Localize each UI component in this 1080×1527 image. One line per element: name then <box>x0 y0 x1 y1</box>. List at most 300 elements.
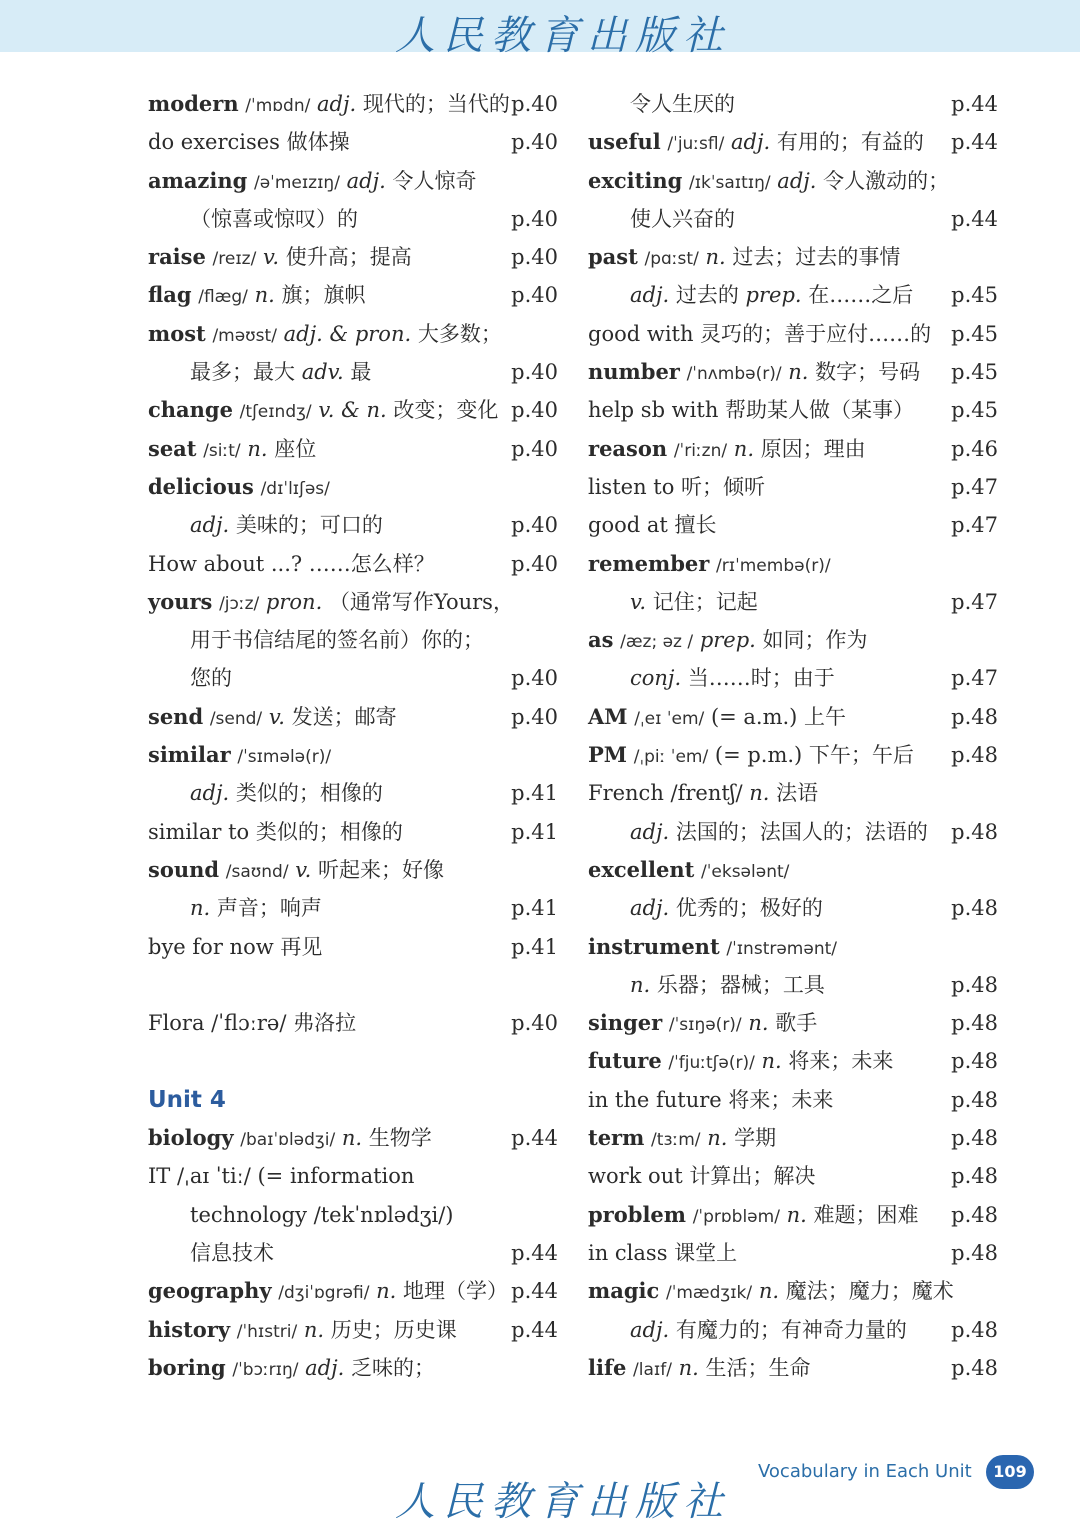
phrase-text: 令人生厌的 <box>630 92 735 116</box>
definition: 记住；记起 <box>652 589 758 614</box>
entry-text <box>588 1241 737 1265</box>
headword: problem <box>588 1201 686 1227</box>
entry-text <box>588 1011 817 1035</box>
vocab-line <box>588 85 998 123</box>
page-reference: p.40 <box>511 92 558 116</box>
page-reference: p.48 <box>951 896 998 921</box>
headword: reason <box>588 435 668 461</box>
headword: singer <box>588 1010 663 1036</box>
vocab-line <box>148 315 558 353</box>
phrase-text: in the future 将来；未来 <box>588 1087 834 1112</box>
vocab-line <box>148 621 558 659</box>
entry-text <box>148 513 383 537</box>
headword: future <box>588 1048 662 1074</box>
entry-text <box>588 475 765 499</box>
vocab-line <box>588 698 998 736</box>
vocab-line <box>148 276 558 314</box>
entry-text <box>588 92 735 116</box>
vocab-line <box>588 1042 998 1080</box>
entry-text <box>148 858 444 882</box>
entry-text <box>588 820 928 844</box>
page-reference: p.48 <box>951 1126 998 1151</box>
entry-text <box>148 781 383 805</box>
definition: 学期 <box>734 1126 777 1151</box>
vocab-line <box>588 353 998 391</box>
definition: 原因；理由 <box>760 436 866 461</box>
vocab-line <box>148 1234 558 1272</box>
vocab-column-right <box>588 85 998 1387</box>
publisher-seal-top: 人民教育出版社 <box>395 13 731 59</box>
headword: modern <box>148 91 239 116</box>
headword: history <box>148 1316 231 1342</box>
part-of-speech: n. <box>303 1317 325 1342</box>
vocab-line <box>148 1081 558 1119</box>
vocab-line <box>588 813 998 851</box>
page-reference: p.45 <box>951 360 998 385</box>
phonetic: /siːt/ <box>203 440 241 461</box>
page-reference: p.44 <box>511 1317 558 1342</box>
vocab-line <box>148 545 558 583</box>
page-reference: p.40 <box>511 513 558 538</box>
vocab-line <box>588 736 998 774</box>
page-reference: p.44 <box>951 206 998 231</box>
headword: exciting <box>588 167 683 193</box>
phonetic: /ˈɪnstrəmənt/ <box>726 938 837 959</box>
part-of-speech: n. <box>678 1355 699 1380</box>
entry-text <box>588 513 716 537</box>
part-of-speech: adj. <box>630 896 670 921</box>
phonetic: /send/ <box>209 708 263 729</box>
vocab-line <box>588 1196 998 1234</box>
definition: 过去的 <box>675 283 739 308</box>
phonetic: /tʃeɪndʒ/ <box>239 402 312 423</box>
part-of-speech: adj. <box>305 1355 345 1380</box>
entry-text <box>148 628 484 652</box>
entry-text <box>148 1318 457 1342</box>
part-of-speech: v. <box>268 704 285 729</box>
definition: 最 <box>350 360 372 385</box>
definition: 大多数； <box>417 321 502 346</box>
phonetic: /jɔːz/ <box>219 593 260 614</box>
page-reference: p.48 <box>951 1355 998 1380</box>
phrase-text: 用于书信结尾的签名前）你的； <box>190 628 484 653</box>
vocab-line <box>588 583 998 621</box>
page-reference: p.40 <box>511 360 558 385</box>
vocab-line <box>148 1042 558 1080</box>
page-reference: p.40 <box>511 436 558 461</box>
page-reference: p.47 <box>951 513 998 538</box>
vocab-line <box>588 1311 998 1349</box>
entry-text <box>588 666 835 690</box>
part-of-speech: n. <box>748 1011 769 1036</box>
headword: magic <box>588 1278 660 1304</box>
entry-text <box>148 896 322 920</box>
entry-text <box>148 475 330 499</box>
phonetic: /ˈmɒdn/ <box>245 96 311 116</box>
page-reference: p.47 <box>951 474 998 499</box>
part-of-speech: prep. <box>745 283 802 308</box>
headword: excellent <box>588 856 695 882</box>
part-of-speech: adj. <box>317 92 357 116</box>
entry-text <box>588 398 914 422</box>
part-of-speech: v. <box>295 857 312 882</box>
vocab-line <box>148 353 558 391</box>
page-reference: p.41 <box>511 934 558 959</box>
entry-text <box>588 245 900 269</box>
page-reference: p.40 <box>511 245 558 270</box>
vocab-line <box>588 928 998 966</box>
phonetic: /ˈriːzn/ <box>673 440 728 461</box>
vocab-line <box>148 238 558 276</box>
vocab-line <box>588 468 998 506</box>
part-of-speech: n. <box>786 1202 807 1227</box>
page-reference: p.48 <box>951 1240 998 1265</box>
definition: 现代的；当代的 <box>362 92 510 116</box>
entry-text <box>148 245 412 269</box>
entry-text <box>588 590 758 614</box>
headword: useful <box>588 129 661 155</box>
vocab-line <box>148 200 558 238</box>
definition: 歌手 <box>775 1011 818 1036</box>
part-of-speech: v. <box>263 245 280 270</box>
page-reference: p.48 <box>951 819 998 844</box>
headword: sound <box>148 856 220 882</box>
phrase-text: 使人兴奋的 <box>630 206 735 231</box>
page-reference: p.48 <box>951 1164 998 1189</box>
vocab-line <box>588 774 998 812</box>
phonetic: /ˌpiː ˈem/ <box>633 747 709 768</box>
definition: 改变；变化 <box>393 398 499 423</box>
vocab-line <box>588 162 998 200</box>
page-reference: p.40 <box>511 666 558 691</box>
page-reference: p.44 <box>951 92 998 116</box>
phonetic: /ˈbɔːrɪŋ/ <box>232 1359 299 1380</box>
phrase-text: in class 课堂上 <box>588 1240 738 1265</box>
vocab-line <box>148 966 558 1004</box>
vocab-line <box>148 698 558 736</box>
entry-text <box>588 628 868 652</box>
entry-text <box>148 743 331 767</box>
headword: flag <box>148 282 192 308</box>
part-of-speech: adj. <box>630 283 670 308</box>
vocab-line <box>588 315 998 353</box>
headword: AM <box>588 703 628 729</box>
entry-text <box>148 590 514 614</box>
definition: 将来；未来 <box>788 1049 894 1074</box>
page-reference: p.44 <box>951 130 998 155</box>
phonetic: /reɪz/ <box>212 249 257 270</box>
phonetic: /ˈeksələnt/ <box>701 861 790 882</box>
page-reference: p.40 <box>511 398 558 423</box>
phrase-text: （惊喜或惊叹）的 <box>190 206 358 231</box>
definition: 有魔力的；有神奇力量的 <box>675 1317 907 1342</box>
page-reference: p.48 <box>951 1049 998 1074</box>
phonetic: /ˈmædʒɪk/ <box>665 1283 753 1304</box>
page-reference: p.47 <box>951 589 998 614</box>
vocab-line <box>148 123 558 161</box>
phonetic: /flæg/ <box>198 287 248 308</box>
definition: 发送；邮寄 <box>291 704 397 729</box>
headword: instrument <box>588 933 720 959</box>
phonetic: /tɜːm/ <box>651 1130 701 1151</box>
phrase-text: do exercises 做体操 <box>148 130 350 155</box>
entry-text <box>588 437 866 461</box>
phonetic: /ˈhɪstri/ <box>236 1321 298 1342</box>
part-of-speech: adv. <box>301 360 344 385</box>
definition: 优秀的；极好的 <box>675 896 823 921</box>
vocab-line <box>588 1349 998 1387</box>
entry-text <box>148 820 403 844</box>
definition: 如同；作为 <box>762 628 868 653</box>
vocab-line <box>148 1004 558 1042</box>
vocab-line <box>148 1272 558 1310</box>
phrase-text: French /frentʃ/ <box>588 781 743 806</box>
phrase-text: 您的 <box>190 666 232 691</box>
entry-text <box>148 398 498 422</box>
page-reference: p.41 <box>511 819 558 844</box>
vocab-line <box>148 928 558 966</box>
headword: geography <box>148 1278 272 1304</box>
part-of-speech: n. <box>733 436 754 461</box>
vocab-line <box>588 966 998 1004</box>
entry-text <box>148 1279 508 1303</box>
phonetic: /pɑːst/ <box>644 249 699 270</box>
phrase-text: good with 灵巧的；善于应付……的 <box>588 321 932 346</box>
definition: 座位 <box>274 436 317 461</box>
phonetic: /məʊst/ <box>212 325 277 346</box>
vocab-line <box>588 621 998 659</box>
phonetic: /ˈprɒbləm/ <box>692 1206 780 1227</box>
page-reference: p.45 <box>951 398 998 423</box>
phonetic: /ˈsɪŋə(r)/ <box>668 1015 742 1036</box>
definition: 声音；响声 <box>216 896 322 921</box>
definition: 数字；号码 <box>815 360 921 385</box>
headword: life <box>588 1354 627 1380</box>
vocab-line <box>148 430 558 468</box>
definition: 生活；生命 <box>705 1355 811 1380</box>
definition: 历史；历史课 <box>330 1317 457 1342</box>
page-reference: p.47 <box>951 666 998 691</box>
phonetic: /əˈmeɪzɪŋ/ <box>253 172 340 193</box>
page-reference: p.46 <box>951 436 998 461</box>
part-of-speech: adj. <box>630 819 670 844</box>
entry-text <box>588 743 914 767</box>
definition: 旗；旗帜 <box>281 283 366 308</box>
vocab-line <box>588 851 998 889</box>
definition: 令人惊奇 <box>392 168 477 193</box>
page-reference: p.48 <box>951 972 998 997</box>
phrase-text: 信息技术 <box>190 1240 274 1265</box>
vocab-line <box>148 774 558 812</box>
phonetic: /dʒiˈɒgrəfi/ <box>278 1283 370 1304</box>
entry-text <box>588 1279 954 1303</box>
phrase-text: similar to 类似的；相像的 <box>148 819 403 844</box>
phonetic: /ˈjuːsfl/ <box>667 134 725 155</box>
page-reference: p.44 <box>511 1126 558 1151</box>
vocab-line <box>148 1196 558 1234</box>
definition: 过去；过去的事情 <box>732 245 901 270</box>
entry-text <box>588 1356 811 1380</box>
vocab-line <box>148 468 558 506</box>
entry-text <box>588 283 913 307</box>
part-of-speech: conj. <box>630 666 682 691</box>
definition: 生物学 <box>368 1126 432 1151</box>
entry-text <box>588 705 846 729</box>
entry-text <box>148 935 322 959</box>
definition: 法国的；法国人的；法语的 <box>675 819 928 844</box>
entry-text <box>588 781 818 805</box>
entry-text <box>148 437 316 461</box>
phrase-text: Flora /ˈflɔːrə/ 弗洛拉 <box>148 1011 357 1036</box>
phonetic: /ˌeɪ ˈem/ <box>634 708 705 729</box>
headword: most <box>148 320 206 346</box>
vocab-line <box>588 1234 998 1272</box>
phonetic: /æz; əz / <box>620 632 694 653</box>
definition: 法语 <box>776 781 819 806</box>
vocab-line <box>148 889 558 927</box>
page-reference: p.41 <box>511 781 558 806</box>
definition: 难题；困难 <box>813 1202 919 1227</box>
publisher-seal-bottom: 人民教育出版社 <box>395 1479 731 1525</box>
part-of-speech: n. <box>254 283 275 308</box>
entry-text <box>148 1126 432 1150</box>
entry-text <box>148 207 358 231</box>
phonetic: /ˈsɪmələ(r)/ <box>237 747 332 768</box>
entry-text <box>148 552 435 576</box>
part-of-speech: n. <box>247 436 268 461</box>
entry-text <box>588 130 924 154</box>
phrase-text: 最多；最大 <box>190 360 295 385</box>
definition: 使升高；提高 <box>285 245 412 270</box>
headword: past <box>588 244 638 270</box>
entry-text <box>148 92 510 116</box>
definition: 乐器；器械；工具 <box>656 972 825 997</box>
headword: change <box>148 397 233 423</box>
page-reference: p.40 <box>511 551 558 576</box>
entry-text <box>148 322 502 346</box>
page-number-badge: 109 <box>986 1455 1034 1489</box>
vocab-line <box>148 162 558 200</box>
vocab-line <box>588 659 998 697</box>
entry-text <box>588 1126 776 1150</box>
entry-text <box>148 1011 356 1035</box>
entry-text <box>148 1164 414 1188</box>
page-reference: p.48 <box>951 743 998 768</box>
vocab-line <box>588 889 998 927</box>
page-reference: p.45 <box>951 283 998 308</box>
vocab-line <box>148 1349 558 1387</box>
part-of-speech: prep. <box>699 628 756 653</box>
page-reference: p.48 <box>951 1202 998 1227</box>
phrase-text: technology /tekˈnɒlədʒi/) <box>190 1202 454 1227</box>
page-reference: p.40 <box>511 283 558 308</box>
headword: amazing <box>148 167 248 193</box>
vocab-line <box>148 736 558 774</box>
page-reference: p.48 <box>951 704 998 729</box>
headword: raise <box>148 244 206 270</box>
entry-text <box>148 130 350 154</box>
page-reference: p.41 <box>511 896 558 921</box>
page-reference: p.44 <box>511 1240 558 1265</box>
entry-text <box>588 207 735 231</box>
headword: seat <box>148 435 197 461</box>
part-of-speech: v. & n. <box>318 398 387 423</box>
definition: 魔法；魔力；魔术 <box>785 1279 954 1304</box>
part-of-speech: adj. <box>630 1317 670 1342</box>
entry-text <box>588 1049 893 1073</box>
vocab-line <box>588 276 998 314</box>
headword: delicious <box>148 473 254 499</box>
part-of-speech: adj. <box>346 168 386 193</box>
vocab-line <box>148 1311 558 1349</box>
page-reference: p.44 <box>511 1279 558 1304</box>
entry-text <box>148 169 476 193</box>
definition: 听起来；好像 <box>317 857 444 882</box>
vocab-line <box>588 1081 998 1119</box>
phonetic: /rɪˈmembə(r)/ <box>716 555 831 576</box>
entry-text <box>588 360 920 384</box>
definition: 类似的；相像的 <box>235 781 383 806</box>
entry-text <box>148 1356 435 1380</box>
vocab-line <box>588 123 998 161</box>
entry-text <box>148 705 397 729</box>
vocab-line <box>148 583 558 621</box>
entry-text <box>588 896 823 920</box>
vocab-line <box>148 659 558 697</box>
phonetic: /ˈfjuːtʃə(r)/ <box>668 1053 755 1074</box>
vocab-line <box>148 1157 558 1195</box>
definition: 当……时；由于 <box>687 666 835 691</box>
part-of-speech: n. <box>190 896 211 921</box>
entry-text <box>588 935 837 959</box>
part-of-speech: n. <box>707 1126 728 1151</box>
phrase-text: good at 擅长 <box>588 513 717 538</box>
vocab-line <box>148 851 558 889</box>
headword: number <box>588 359 680 385</box>
vocab-line <box>588 430 998 468</box>
phrase-text: bye for now 再见 <box>148 934 323 959</box>
entry-text <box>588 552 831 576</box>
page-reference: p.48 <box>951 1317 998 1342</box>
entry-text <box>588 973 825 997</box>
entry-text <box>588 1203 919 1227</box>
phonetic: /dɪˈlɪʃəs/ <box>260 478 330 499</box>
part-of-speech: n. <box>788 360 809 385</box>
phrase-text: help sb with 帮助某人做（某事） <box>588 398 915 423</box>
phrase-text: work out 计算出；解决 <box>588 1164 816 1189</box>
part-of-speech: n. <box>630 972 651 997</box>
definition: （通常写作Yours， <box>328 589 514 614</box>
headword: send <box>148 703 204 729</box>
definition: 令人激动的； <box>823 168 950 193</box>
page-reference: p.40 <box>511 1011 558 1036</box>
part-of-speech: adj. <box>190 513 230 538</box>
headword: yours <box>148 588 213 614</box>
vocab-line <box>588 545 998 583</box>
vocab-line <box>588 391 998 429</box>
phrase-text: IT /ˌaɪ ˈtiː/ (= information <box>148 1164 415 1189</box>
part-of-speech: n. <box>705 245 726 270</box>
entry-text <box>148 666 232 690</box>
vocab-line <box>148 85 558 123</box>
page-reference: p.48 <box>951 1011 998 1036</box>
entry-text <box>148 360 371 384</box>
entry-text <box>148 1241 274 1265</box>
part-of-speech: n. <box>749 781 770 806</box>
phonetic: /saʊnd/ <box>225 861 289 882</box>
entry-text <box>588 1318 907 1342</box>
headword: boring <box>148 1354 226 1380</box>
